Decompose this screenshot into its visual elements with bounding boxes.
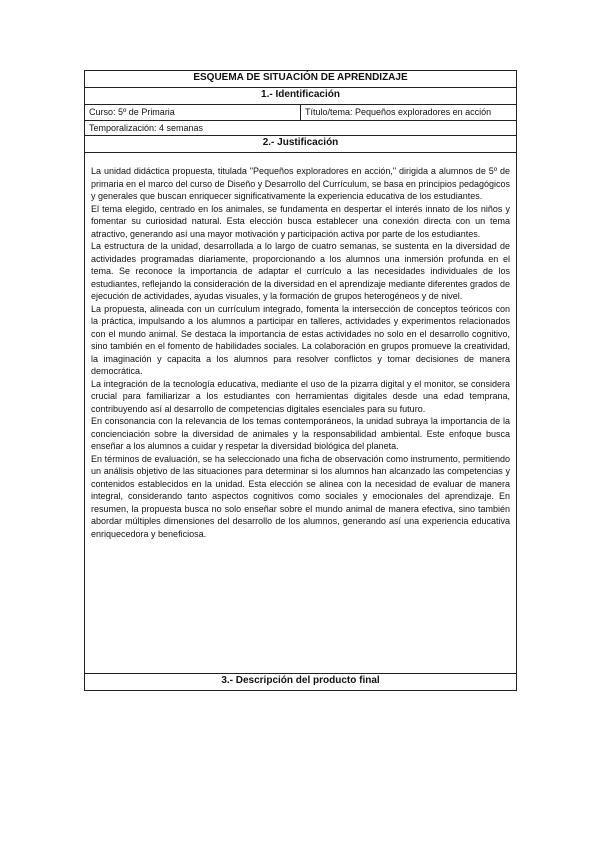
justificacion-paragraph: En términos de evaluación, se ha seleccionado una ficha de observación como instrumento, permitiendo un análisis objetivo de las situaciones para determinar si los alumnos han alcanzado las competencias y contenidos establecidos en la unidad. Esta elección se alinea con la necesidad de evaluar de manera integral, considerando tanto aspectos cognitivos como sociales y emocionales del aprendizaje. En resumen, la propuesta busca no solo enseñar sobre el mundo animal de manera efectiva, sino también abordar múltiples dimensiones del desarrollo de los alumnos, generando así una experiencia educativa enriquecedora y beneficiosa. <box>91 453 510 539</box>
temporalizacion-row <box>85 120 517 136</box>
temporalizacion-cell: Temporalización: 4 semanas <box>85 120 517 136</box>
justificacion-paragraph: La unidad didáctica propuesta, titulada "Pequeños exploradores en acción," dirigida a alumnos de 5º de primaria en el marco del curso de Diseño y Desarrollo del Currículum, se basa en principios pedagógicos y generales que buscan enriquecer significativamente la experiencia educativa de los estudiantes. <box>91 166 510 201</box>
section-1-row <box>85 88 517 105</box>
justificacion-paragraph: En consonancia con la relevancia de los temas contemporáneos, la unidad subraya la importancia de la concienciación sobre la diversidad de animales y la responsabilidad ambiental. Este enfoque busca enseñar a los alumnos a cuidar y respetar la diversidad biológica del planeta. <box>91 416 510 451</box>
curso-cell: Curso: 5º de Primaria <box>85 105 301 121</box>
justificacion-body-row <box>85 153 517 674</box>
section-3-row <box>85 674 517 691</box>
section-justificacion-heading: 2.- Justificación <box>85 136 517 153</box>
title-row <box>85 71 517 88</box>
justificacion-paragraph: La integración de la tecnología educativa, mediante el uso de la pizarra digital y el monitor, se considera crucial para familiarizar a los estudiantes con herramientas digitales desde una edad temprana, contribuyendo así al desarrollo de competencias digitales esenciales para su futuro. <box>91 378 510 414</box>
curso-titulo-row <box>85 105 517 121</box>
document-title: ESQUEMA DE SITUACIÓN DE APRENDIZAJE <box>85 71 517 88</box>
section-producto-final-heading: 3.- Descripción del producto final <box>85 674 517 691</box>
titulo-cell: Título/tema: Pequeños exploradores en acción <box>301 105 517 121</box>
learning-situation-table <box>84 70 517 691</box>
justificacion-body <box>85 153 517 674</box>
justificacion-paragraph: La propuesta, alineada con un currículum integrado, fomenta la intersección de conceptos teóricos con la práctica, impulsando a los alumnos a participar en talleres, actividades y experimentos relacionados con el mundo animal. Se destaca la importancia de estas actividades no solo en el desarrollo cognitivo, sino también en el fomento de habilidades sociales. La colaboración en grupos promueve la creatividad, la imaginación y capacita a los alumnos para resolver conflictos y tomar decisiones de manera democrática. <box>91 303 510 376</box>
section-identificacion-heading: 1.- Identificación <box>85 88 517 105</box>
justificacion-paragraph: El tema elegido, centrado en los animales, se fundamenta en despertar el interés innato de los niños y fomentar su curiosidad natural. Esta elección busca establecer una conexión directa con un tema atractivo, generando así una mayor motivación y participación activa por parte de los estudiantes. <box>91 203 510 239</box>
justificacion-paragraph: La estructura de la unidad, desarrollada a lo largo de cuatro semanas, se sustenta en la diversidad de actividades programadas diariamente, proporcionando a los alumnos una inmersión profunda en el tema. Se reconoce la importancia de adaptar el currículo a las necesidades individuales de los estudiantes, reflejando la consideración de la diversidad en el aprendizaje mediante diferentes grados de ejecución de actividades, ayudas visuales, y la formación de grupos heterogéneos y de nivel. <box>91 241 510 301</box>
section-2-row <box>85 136 517 153</box>
